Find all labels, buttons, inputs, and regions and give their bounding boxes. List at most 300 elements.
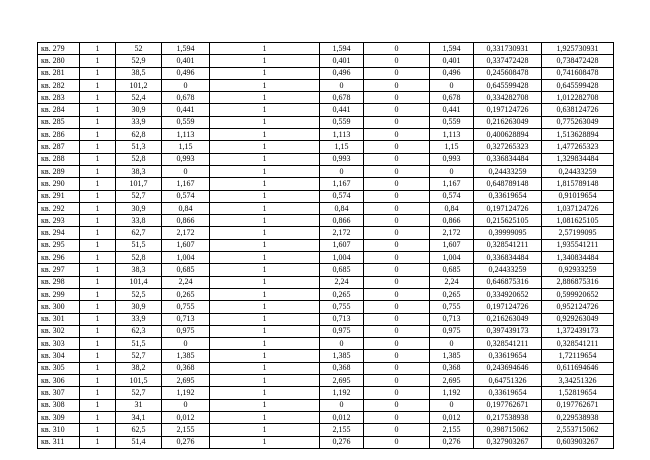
- cell-area: 52,5: [116, 288, 162, 300]
- cell-total: 1,935541211: [542, 239, 614, 251]
- cell-value-b: 0,84: [320, 202, 364, 214]
- cell-share: 0,197124726: [474, 202, 542, 214]
- cell-apartment: кв. 283: [38, 92, 80, 104]
- cell-value-c: 1,594: [430, 43, 474, 55]
- cell-zero-value: 0: [364, 362, 430, 374]
- cell-coefficient: 1: [210, 411, 320, 423]
- cell-area: 30,9: [116, 301, 162, 313]
- cell-count: 1: [80, 325, 116, 337]
- cell-value-a: 0,678: [162, 92, 210, 104]
- cell-value-b: 0,975: [320, 325, 364, 337]
- cell-coefficient: 1: [210, 153, 320, 165]
- cell-total: 2,553715062: [542, 424, 614, 436]
- cell-apartment: кв. 300: [38, 301, 80, 313]
- cell-total: 2,886875316: [542, 276, 614, 288]
- cell-zero-value: 0: [364, 43, 430, 55]
- cell-count: 1: [80, 264, 116, 276]
- cell-count: 1: [80, 190, 116, 202]
- table-row: [38, 436, 614, 448]
- cell-apartment: кв. 281: [38, 67, 80, 79]
- cell-area: 51,5: [116, 239, 162, 251]
- cell-apartment: кв. 286: [38, 129, 80, 141]
- cell-value-a: 0,368: [162, 362, 210, 374]
- cell-value-a: 2,24: [162, 276, 210, 288]
- cell-total: 0,645599428: [542, 79, 614, 91]
- cell-value-a: 0,84: [162, 202, 210, 214]
- cell-area: 52,7: [116, 190, 162, 202]
- cell-value-c: 2,24: [430, 276, 474, 288]
- table-row: [38, 411, 614, 423]
- cell-count: 1: [80, 362, 116, 374]
- cell-apartment: кв. 287: [38, 141, 80, 153]
- cell-apartment: кв. 305: [38, 362, 80, 374]
- cell-apartment: кв. 309: [38, 411, 80, 423]
- cell-share: 0,400628894: [474, 129, 542, 141]
- cell-value-c: 0,496: [430, 67, 474, 79]
- cell-coefficient: 1: [210, 387, 320, 399]
- cell-value-c: 1,15: [430, 141, 474, 153]
- cell-coefficient: 1: [210, 239, 320, 251]
- cell-zero-value: 0: [364, 141, 430, 153]
- cell-zero-value: 0: [364, 399, 430, 411]
- cell-value-c: 0,713: [430, 313, 474, 325]
- cell-apartment: кв. 299: [38, 288, 80, 300]
- cell-value-a: 1,004: [162, 252, 210, 264]
- cell-apartment: кв. 302: [38, 325, 80, 337]
- cell-count: 1: [80, 79, 116, 91]
- cell-count: 1: [80, 165, 116, 177]
- cell-value-c: 1,385: [430, 350, 474, 362]
- cell-count: 1: [80, 239, 116, 251]
- cell-apartment: кв. 298: [38, 276, 80, 288]
- cell-value-c: 0: [430, 338, 474, 350]
- cell-apartment: кв. 297: [38, 264, 80, 276]
- cell-apartment: кв. 307: [38, 387, 80, 399]
- cell-value-c: 2,695: [430, 375, 474, 387]
- cell-count: 1: [80, 202, 116, 214]
- cell-apartment: кв. 285: [38, 116, 80, 128]
- cell-apartment: кв. 293: [38, 215, 80, 227]
- cell-zero-value: 0: [364, 276, 430, 288]
- cell-value-a: 0: [162, 79, 210, 91]
- cell-share: 0,197124726: [474, 104, 542, 116]
- cell-zero-value: 0: [364, 92, 430, 104]
- cell-zero-value: 0: [364, 375, 430, 387]
- cell-value-a: 0: [162, 399, 210, 411]
- cell-total: 1,372439173: [542, 325, 614, 337]
- cell-area: 52,8: [116, 252, 162, 264]
- cell-value-b: 1,167: [320, 178, 364, 190]
- cell-share: 0,336834484: [474, 252, 542, 264]
- cell-value-b: 0,265: [320, 288, 364, 300]
- cell-value-a: 0,559: [162, 116, 210, 128]
- table-row: [38, 153, 614, 165]
- cell-value-b: 0: [320, 165, 364, 177]
- cell-value-a: 0,713: [162, 313, 210, 325]
- cell-value-a: 2,155: [162, 424, 210, 436]
- cell-value-a: 0: [162, 165, 210, 177]
- cell-area: 38,5: [116, 67, 162, 79]
- cell-value-c: 0,975: [430, 325, 474, 337]
- table-row: [38, 288, 614, 300]
- cell-total: 0,952124726: [542, 301, 614, 313]
- cell-share: 0,243694646: [474, 362, 542, 374]
- cell-value-c: 0,441: [430, 104, 474, 116]
- cell-share: 0,245608478: [474, 67, 542, 79]
- cell-apartment: кв. 279: [38, 43, 80, 55]
- cell-coefficient: 1: [210, 116, 320, 128]
- cell-coefficient: 1: [210, 338, 320, 350]
- cell-total: 0,24433259: [542, 165, 614, 177]
- cell-zero-value: 0: [364, 153, 430, 165]
- table-body: [38, 43, 614, 449]
- cell-value-b: 0,368: [320, 362, 364, 374]
- cell-area: 38,2: [116, 362, 162, 374]
- cell-total: 1,012282708: [542, 92, 614, 104]
- cell-zero-value: 0: [364, 325, 430, 337]
- cell-area: 33,8: [116, 215, 162, 227]
- cell-zero-value: 0: [364, 116, 430, 128]
- cell-count: 1: [80, 153, 116, 165]
- cell-coefficient: 1: [210, 190, 320, 202]
- cell-value-b: 0,496: [320, 67, 364, 79]
- cell-total: 1,925730931: [542, 43, 614, 55]
- cell-share: 0,331730931: [474, 43, 542, 55]
- cell-coefficient: 1: [210, 313, 320, 325]
- cell-share: 0,24433259: [474, 264, 542, 276]
- table-row: [38, 141, 614, 153]
- cell-area: 51,3: [116, 141, 162, 153]
- cell-total: 1,477265323: [542, 141, 614, 153]
- table-row: [38, 362, 614, 374]
- cell-total: 0,92933259: [542, 264, 614, 276]
- cell-zero-value: 0: [364, 350, 430, 362]
- cell-value-a: 1,385: [162, 350, 210, 362]
- cell-value-c: 0,84: [430, 202, 474, 214]
- cell-value-c: 0,678: [430, 92, 474, 104]
- cell-total: 1,329834484: [542, 153, 614, 165]
- cell-value-b: 2,155: [320, 424, 364, 436]
- cell-zero-value: 0: [364, 190, 430, 202]
- cell-value-b: 1,15: [320, 141, 364, 153]
- cell-area: 52,7: [116, 387, 162, 399]
- cell-apartment: кв. 301: [38, 313, 80, 325]
- table-row: [38, 301, 614, 313]
- cell-count: 1: [80, 411, 116, 423]
- cell-coefficient: 1: [210, 67, 320, 79]
- cell-total: 0,229538938: [542, 411, 614, 423]
- cell-value-c: 0,685: [430, 264, 474, 276]
- cell-value-c: 0,993: [430, 153, 474, 165]
- cell-share: 0,215625105: [474, 215, 542, 227]
- cell-value-a: 0,975: [162, 325, 210, 337]
- table-row: [38, 387, 614, 399]
- cell-share: 0,397439173: [474, 325, 542, 337]
- cell-count: 1: [80, 313, 116, 325]
- cell-count: 1: [80, 301, 116, 313]
- cell-value-c: 0,276: [430, 436, 474, 448]
- cell-value-a: 1,192: [162, 387, 210, 399]
- cell-area: 52,7: [116, 350, 162, 362]
- cell-total: 3,34251326: [542, 375, 614, 387]
- cell-coefficient: 1: [210, 362, 320, 374]
- cell-zero-value: 0: [364, 215, 430, 227]
- cell-value-b: 0,685: [320, 264, 364, 276]
- cell-count: 1: [80, 129, 116, 141]
- apartment-data-table: [37, 42, 614, 449]
- cell-zero-value: 0: [364, 165, 430, 177]
- cell-share: 0,197124726: [474, 301, 542, 313]
- table-row: [38, 129, 614, 141]
- cell-area: 34,1: [116, 411, 162, 423]
- cell-apartment: кв. 304: [38, 350, 80, 362]
- cell-total: 0,775263049: [542, 116, 614, 128]
- cell-value-a: 0,401: [162, 55, 210, 67]
- cell-value-b: 2,172: [320, 227, 364, 239]
- cell-apartment: кв. 292: [38, 202, 80, 214]
- cell-share: 0,39999095: [474, 227, 542, 239]
- cell-value-a: 1,167: [162, 178, 210, 190]
- cell-value-c: 1,192: [430, 387, 474, 399]
- cell-total: 1,815789148: [542, 178, 614, 190]
- cell-zero-value: 0: [364, 411, 430, 423]
- cell-zero-value: 0: [364, 338, 430, 350]
- cell-total: 0,197762671: [542, 399, 614, 411]
- cell-share: 0,24433259: [474, 165, 542, 177]
- cell-value-c: 1,004: [430, 252, 474, 264]
- cell-share: 0,328541211: [474, 338, 542, 350]
- cell-zero-value: 0: [364, 387, 430, 399]
- table-row: [38, 165, 614, 177]
- cell-value-a: 2,172: [162, 227, 210, 239]
- cell-value-c: 0,368: [430, 362, 474, 374]
- cell-total: 0,91019654: [542, 190, 614, 202]
- cell-coefficient: 1: [210, 141, 320, 153]
- table-row: [38, 325, 614, 337]
- cell-value-a: 0,993: [162, 153, 210, 165]
- cell-value-c: 1,113: [430, 129, 474, 141]
- cell-zero-value: 0: [364, 288, 430, 300]
- cell-coefficient: 1: [210, 227, 320, 239]
- cell-value-a: 0,496: [162, 67, 210, 79]
- cell-apartment: кв. 291: [38, 190, 80, 202]
- cell-coefficient: 1: [210, 325, 320, 337]
- cell-coefficient: 1: [210, 92, 320, 104]
- cell-coefficient: 1: [210, 202, 320, 214]
- cell-apartment: кв. 311: [38, 436, 80, 448]
- table-row: [38, 424, 614, 436]
- cell-count: 1: [80, 104, 116, 116]
- cell-value-c: 0: [430, 399, 474, 411]
- cell-total: 0,638124726: [542, 104, 614, 116]
- cell-count: 1: [80, 227, 116, 239]
- table-row: [38, 399, 614, 411]
- cell-value-a: 1,113: [162, 129, 210, 141]
- cell-value-b: 2,695: [320, 375, 364, 387]
- cell-share: 0,197762671: [474, 399, 542, 411]
- table-row: [38, 264, 614, 276]
- cell-apartment: кв. 288: [38, 153, 80, 165]
- cell-area: 62,7: [116, 227, 162, 239]
- table-row: [38, 227, 614, 239]
- cell-zero-value: 0: [364, 252, 430, 264]
- cell-value-b: 0,713: [320, 313, 364, 325]
- cell-coefficient: 1: [210, 399, 320, 411]
- cell-area: 101,4: [116, 276, 162, 288]
- cell-coefficient: 1: [210, 424, 320, 436]
- cell-zero-value: 0: [364, 424, 430, 436]
- cell-count: 1: [80, 92, 116, 104]
- cell-value-b: 0,401: [320, 55, 364, 67]
- cell-share: 0,334920652: [474, 288, 542, 300]
- cell-coefficient: 1: [210, 215, 320, 227]
- cell-apartment: кв. 294: [38, 227, 80, 239]
- cell-area: 62,8: [116, 129, 162, 141]
- cell-value-c: 2,172: [430, 227, 474, 239]
- cell-share: 0,336834484: [474, 153, 542, 165]
- table-row: [38, 252, 614, 264]
- cell-total: 2,57199095: [542, 227, 614, 239]
- cell-value-a: 0: [162, 338, 210, 350]
- cell-share: 0,216263049: [474, 116, 542, 128]
- table-row: [38, 116, 614, 128]
- cell-total: 1,72119654: [542, 350, 614, 362]
- cell-total: 0,741608478: [542, 67, 614, 79]
- cell-share: 0,33619654: [474, 350, 542, 362]
- cell-count: 1: [80, 424, 116, 436]
- cell-value-b: 0,993: [320, 153, 364, 165]
- cell-share: 0,645599428: [474, 79, 542, 91]
- cell-value-a: 0,012: [162, 411, 210, 423]
- cell-total: 1,037124726: [542, 202, 614, 214]
- cell-value-b: 0,441: [320, 104, 364, 116]
- cell-area: 101,5: [116, 375, 162, 387]
- cell-value-a: 0,265: [162, 288, 210, 300]
- table-row: [38, 43, 614, 55]
- cell-count: 1: [80, 252, 116, 264]
- cell-zero-value: 0: [364, 178, 430, 190]
- cell-share: 0,216263049: [474, 313, 542, 325]
- cell-value-c: 0,559: [430, 116, 474, 128]
- cell-value-a: 0,574: [162, 190, 210, 202]
- table-row: [38, 202, 614, 214]
- cell-total: 1,513628894: [542, 129, 614, 141]
- cell-value-c: 0,265: [430, 288, 474, 300]
- cell-count: 1: [80, 116, 116, 128]
- table-row: [38, 338, 614, 350]
- cell-total: 0,328541211: [542, 338, 614, 350]
- table-row: [38, 239, 614, 251]
- cell-value-a: 1,15: [162, 141, 210, 153]
- cell-apartment: кв. 289: [38, 165, 80, 177]
- cell-share: 0,646875316: [474, 276, 542, 288]
- cell-area: 51,5: [116, 338, 162, 350]
- cell-coefficient: 1: [210, 165, 320, 177]
- cell-share: 0,398715062: [474, 424, 542, 436]
- cell-apartment: кв. 280: [38, 55, 80, 67]
- cell-total: 1,340834484: [542, 252, 614, 264]
- cell-value-c: 1,607: [430, 239, 474, 251]
- cell-count: 1: [80, 43, 116, 55]
- cell-value-a: 0,276: [162, 436, 210, 448]
- cell-count: 1: [80, 288, 116, 300]
- cell-zero-value: 0: [364, 264, 430, 276]
- cell-apartment: кв. 310: [38, 424, 80, 436]
- table-row: [38, 79, 614, 91]
- cell-count: 1: [80, 375, 116, 387]
- cell-area: 101,2: [116, 79, 162, 91]
- cell-value-a: 0,441: [162, 104, 210, 116]
- cell-count: 1: [80, 141, 116, 153]
- cell-zero-value: 0: [364, 436, 430, 448]
- table-row: [38, 67, 614, 79]
- cell-area: 52,8: [116, 153, 162, 165]
- cell-share: 0,217538938: [474, 411, 542, 423]
- cell-coefficient: 1: [210, 252, 320, 264]
- cell-coefficient: 1: [210, 288, 320, 300]
- table-row: [38, 350, 614, 362]
- cell-area: 33,9: [116, 116, 162, 128]
- table-row: [38, 375, 614, 387]
- cell-value-a: 1,594: [162, 43, 210, 55]
- cell-value-b: 1,192: [320, 387, 364, 399]
- cell-apartment: кв. 308: [38, 399, 80, 411]
- cell-coefficient: 1: [210, 264, 320, 276]
- cell-apartment: кв. 296: [38, 252, 80, 264]
- table-row: [38, 178, 614, 190]
- cell-area: 30,9: [116, 104, 162, 116]
- cell-total: 0,611694646: [542, 362, 614, 374]
- cell-share: 0,334282708: [474, 92, 542, 104]
- cell-total: 0,929263049: [542, 313, 614, 325]
- cell-value-c: 0,574: [430, 190, 474, 202]
- cell-area: 31: [116, 399, 162, 411]
- cell-value-b: 0,755: [320, 301, 364, 313]
- cell-share: 0,327903267: [474, 436, 542, 448]
- cell-value-b: 0,559: [320, 116, 364, 128]
- cell-value-b: 0,678: [320, 92, 364, 104]
- cell-total: 0,738472428: [542, 55, 614, 67]
- cell-area: 62,3: [116, 325, 162, 337]
- cell-value-b: 0,574: [320, 190, 364, 202]
- cell-value-b: 0,012: [320, 411, 364, 423]
- cell-value-c: 1,167: [430, 178, 474, 190]
- table-row: [38, 215, 614, 227]
- cell-total: 0,599920652: [542, 288, 614, 300]
- cell-share: 0,328541211: [474, 239, 542, 251]
- cell-coefficient: 1: [210, 276, 320, 288]
- cell-value-b: 1,385: [320, 350, 364, 362]
- cell-value-b: 1,113: [320, 129, 364, 141]
- cell-count: 1: [80, 387, 116, 399]
- cell-value-a: 1,607: [162, 239, 210, 251]
- cell-coefficient: 1: [210, 43, 320, 55]
- cell-count: 1: [80, 436, 116, 448]
- cell-zero-value: 0: [364, 55, 430, 67]
- cell-share: 0,648789148: [474, 178, 542, 190]
- cell-value-c: 0: [430, 79, 474, 91]
- cell-value-b: 1,594: [320, 43, 364, 55]
- cell-value-c: 2,155: [430, 424, 474, 436]
- cell-area: 38,3: [116, 264, 162, 276]
- cell-value-c: 0,012: [430, 411, 474, 423]
- cell-zero-value: 0: [364, 79, 430, 91]
- cell-value-a: 0,685: [162, 264, 210, 276]
- table-row: [38, 55, 614, 67]
- cell-area: 52,4: [116, 92, 162, 104]
- table-row: [38, 92, 614, 104]
- cell-value-b: 1,004: [320, 252, 364, 264]
